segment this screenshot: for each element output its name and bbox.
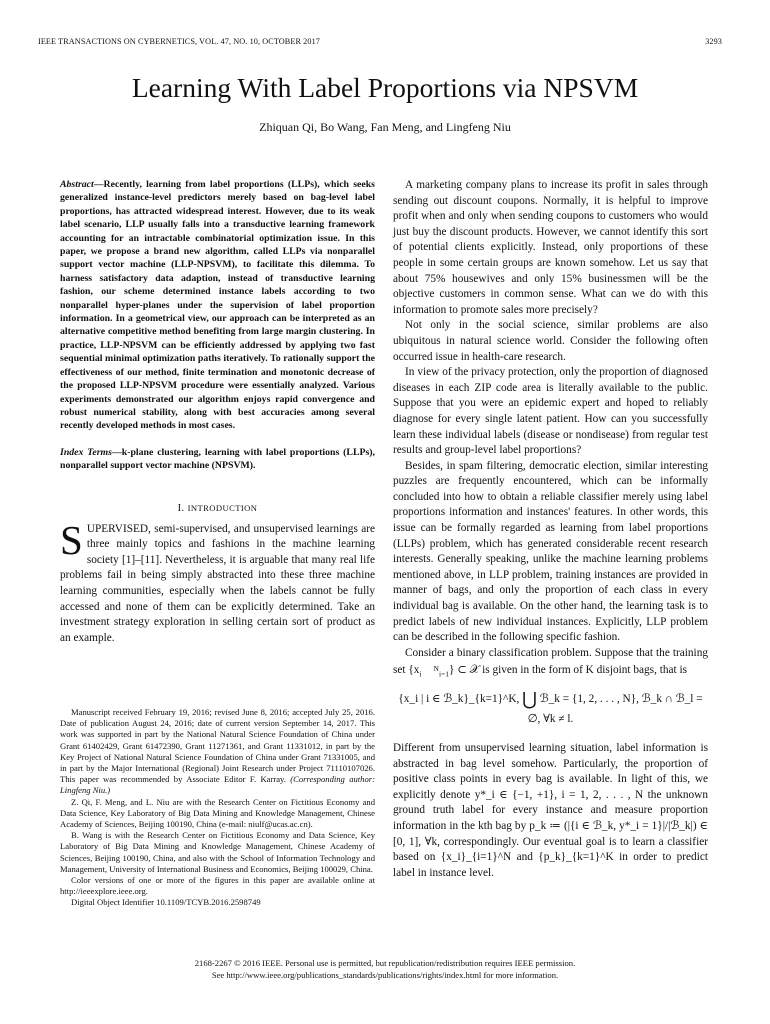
p5-part-a: Consider a binary classification problem. Suppose that the training set {x: [393, 646, 708, 677]
copyright-line-1: 2168-2267 © 2016 IEEE. Personal use is permitted, but republication/redistribution requires IEEE permission.: [194, 958, 576, 968]
body-paragraph-2: Not only in the social science, similar problems are also ubiquitous in natural science world. Consider the following often occurred issue in health-care research.: [393, 319, 708, 363]
first-page-footnote: [60, 707, 375, 909]
body-paragraph-5: Consider a binary classification problem. Suppose that the training set $\{x_iN_{i=1}\}$ ⊂ 𝒳 is given in the form of K disjoint bags, that is: [393, 646, 708, 679]
p5-part-b: } ⊂ 𝒳 is given in the form of K disjoint bags, that is: [449, 664, 688, 677]
running-title: IEEE TRANSACTIONS ON CYBERNETICS, VOL. 47, NO. 10, OCTOBER 2017: [38, 37, 320, 46]
left-column: [60, 178, 375, 646]
index-terms-text: k-plane clustering, learning with label proportions (LLPs), nonparallel support vector machine (NPSVM).: [60, 446, 375, 472]
abstract-text: Recently, learning from label proportions (LLPs), which seeks generalized instance-level predictors merely based on bag-level label proportions, has attracted widespread interest. However, due to its weak label scenario, LLP usually falls into a transductive learning framework accounting for an intractable combinatorial optimization issue. In this paper, we propose a brand new algorithm, called LLPs via nonparallel support vector machine (LLP-NPSVM), to facilitate this dilemma. To harness satisfactory data adaption, instead of transductive learning fashion, our scheme determined instance labels according to two nonparallel hyper-planes under the supervision of label proportion information. In a geometrical view, our approach can be interpreted as an alternative competitive method benefiting from large margin clustering. In practice, LLP-NPSVM can be efficiently addressed by applying two fast sequential minimal optimization paths iteratively. To rationally support the effectiveness of our method, finite termination and monotonic decrease of the proposed LLP-NPSVM procedure were essentially analyzed. Various experiments demonstrated our algorithm enjoys rapid convergence and robust numerical stability, along with best accuracies among several recently developed methods in most cases.: [60, 179, 375, 432]
equation-right: ℬ_k = {1, 2, . . . , N}, ℬ_k ∩ ℬ_l = ∅, ∀k ≠ l.: [527, 693, 703, 725]
section-heading-introduction: [60, 503, 375, 514]
intro-paragraph: [60, 516, 375, 647]
index-terms-label: Index Terms: [60, 446, 112, 458]
footnote-affiliation-1: Z. Qi, F. Meng, and L. Niu are with the Research Center on Fictitious Economy and Data Science, Key Laboratory of Big Data Mining and Knowledge Management, Chinese Academy of Sciences, Beijing 100190, China (e-mail: niulf@ucas.ac.cn).: [60, 796, 375, 830]
body-paragraph-3: In view of the privacy protection, only the proportion of diagnosed diseases in each ZIP code area is literally available to the public. Suppose that you were an epidemic expert and hoped to reliably diagnose for every single latent patient. How can you successfully learn these individual labels (disease or nondisease) from regular test results and group-level label proportions?: [393, 366, 708, 457]
right-column: [393, 178, 708, 881]
copyright-line-2: See http://www.ieee.org/publications_standards/publications/rights/index.html for more information.: [211, 969, 559, 980]
page-number: 3293: [705, 37, 722, 46]
equation-left: {x_i | i ∈ ℬ_k}_{k=1}^K,: [398, 693, 520, 705]
equation-bags: [393, 689, 708, 729]
body-paragraph-4: Besides, in spam filtering, democratic election, similar interesting puzzles are frequently encountered, which can be informally concluded into how to obtain a reliable classifier merely using label proportions information and instances' features. In other words, this issue can be formally regarded as learning from label proportions (LLPs) problem, which has generated considerable recent research interests. Generally speaking, unlike the machine learning problems mentioned above, in LLP problem, training instances are provided in manner of bags, and only the proportion of each class in every individual bag is available. On the other hand, the learning task is to predict labels of new individual instances. Explicitly, LLP problem can be described in the following specific fashion.: [393, 459, 708, 644]
section-number: I.: [177, 502, 185, 514]
index-terms: Index Terms—k-plane clustering, learning with label proportions (LLPs), nonparallel support vector machine (NPSVM).: [60, 446, 375, 472]
abstract: Abstract—Recently, learning from label proportions (LLPs), which seeks generalized instance-level predictors merely based on bag-level label proportions, has attracted widespread interest. However, due to its weak label scenario, LLP usually falls into a transductive learning framework accounting for an intractable combinatorial optimization issue. In this paper, we propose a brand new algorithm, called LLPs via nonparallel support vector machine (LLP-NPSVM), to facilitate this dilemma. To harness satisfactory data adaption, instead of transductive learning fashion, our scheme determined instance labels according to two nonparallel hyper-planes under the supervision of label proportion information. In a geometrical view, our approach can be interpreted as an alternative competitive method benefiting from large margin clustering. In practice, LLP-NPSVM can be efficiently addressed by applying two fast sequential minimal optimization paths iteratively. To rationally support the effectiveness of our method, finite termination and monotonic decrease of the proposed LLP-NPSVM procedure were essentially analyzed. Various experiments demonstrated our algorithm enjoys rapid convergence and robust numerical stability, along with best accuracies among several recently developed methods in most cases.: [60, 179, 375, 432]
bigcup-symbol: ⋃: [522, 689, 537, 709]
paper-title: Learning With Label Proportions via NPSVM: [131, 72, 639, 103]
manuscript-info: Manuscript received February 19, 2016; revised June 8, 2016; accepted July 25, 2016. Date of publication August 24, 2016; date of current version September 14, 2017. This work was supported in part by the National Natural Science Foundation of China under Grant 61402429, Grant 61472390, Grant 11271361, and Grant 11331012, in part by the Key Project of National Natural Science Foundation of China under Grant 71331005, and in part by the Major International (Regional) Joint Research under Project 71110107026. This paper was recommended by Associate Editor F. Karray.: [60, 707, 375, 785]
footnote-doi: Digital Object Identifier 10.1109/TCYB.2016.2598749: [71, 897, 261, 908]
body-paragraph-1: A marketing company plans to increase its profit in sales through sending out discount coupons. Normally, it is helpful to improve profit when and only when sending coupons to customers who would just buy the discount products. However, we cannot identify this sort of potential clients explicitly. Instead, only proportions of these people in some certain groups are known somehow. Let us say that about 75% housewives and only 15% businessmen will be the objective customers in common sense. What can we do with this information to promote sales more precisely?: [393, 179, 708, 316]
paper-authors: Zhiquan Qi, Bo Wang, Fan Meng, and Lingfeng Niu: [259, 120, 511, 134]
corresponding-author: (Corresponding author: Lingfeng Niu.): [60, 774, 375, 796]
dropcap-letter: S: [60, 516, 83, 563]
footnote-affiliation-2: B. Wang is with the Research Center on Fictitious Economy and Data Science, Key Laboratory of Big Data Mining and Knowledge Management, Chinese Academy of Sciences, Beijing 100190, China, and also with the School of Information Technology and Management, University of International Business and Economics, Beijing 100029, China.: [60, 830, 375, 874]
section-title: INTRODUCTION: [187, 502, 258, 513]
body-paragraph-6: Different from unsupervised learning situation, label information is abstracted in bag level somehow. Particularly, the proportion of positive class points in every bag is available. In light of this, we explicitly denote y*_i ∈ {−1, +1}, i = 1, 2, . . . , N the unknown ground truth label for every instance and measure proportion information in the kth bag by p_k ≔ (|{i ∈ ℬ_k, y*_i = 1}|/|ℬ_k|) ∈ [0, 1], ∀k, correspondingly. Our eventual goal is to learn a classifier based on {x_i}_{i=1}^N and {p_k}_{k=1}^K in order to predict label in instance level.: [393, 742, 708, 879]
footnote-color-note: Color versions of one or more of the figures in this paper are available online at http://ieeexplore.ieee.org.: [60, 875, 375, 897]
footnote-manuscript: [60, 707, 375, 797]
abstract-label: Abstract: [60, 179, 94, 190]
intro-text: UPERVISED, semi-supervised, and unsupervised learnings are three mainly topics and fashions in the machine learning society [1]–[11]. Nevertheless, it is arguable that many real life problems fail in being simply abstracted into these three machine learning communities, especially when the labels cannot be fully accessed and none of them can be explicitly determined. Take an investment strategy exploration in selling certain sort of product as an example.: [60, 522, 375, 644]
copyright-notice: [0, 958, 770, 981]
running-head: [38, 37, 722, 46]
